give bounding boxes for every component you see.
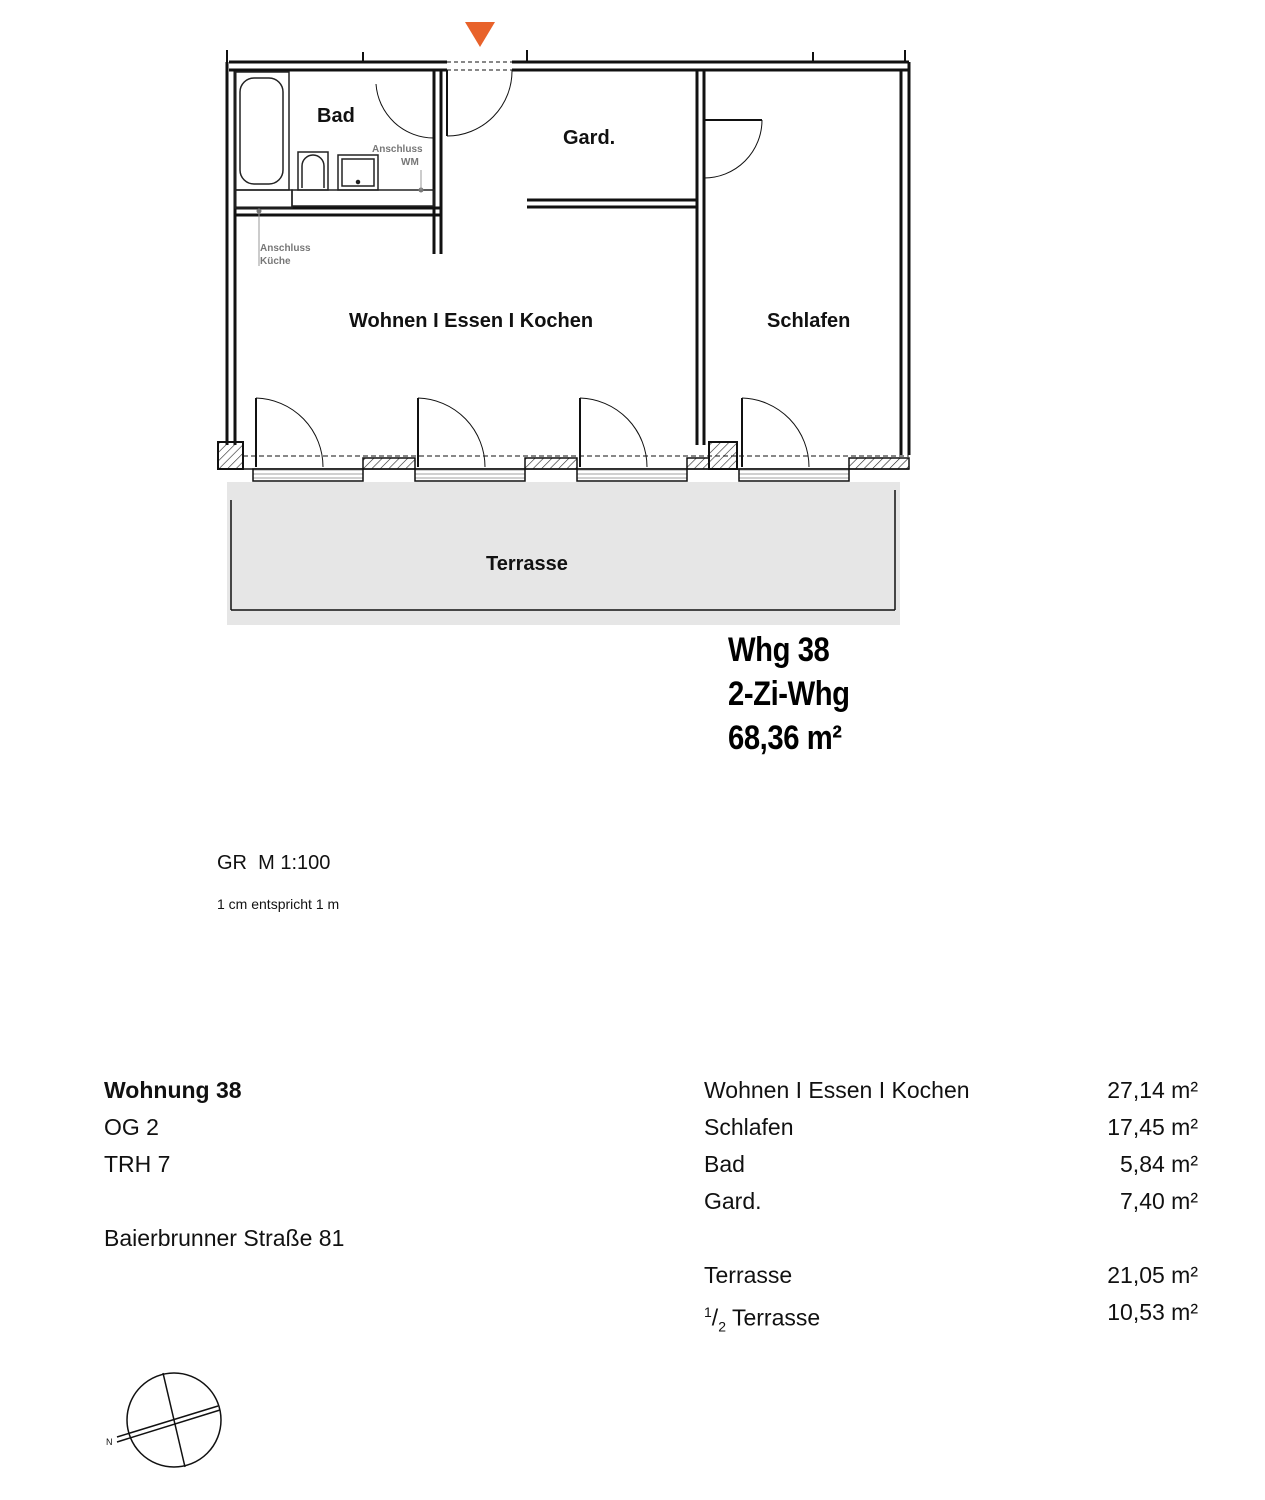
half-terrace-area-row <box>704 1294 1198 1335</box>
fraction-numerator: 1 <box>704 1304 712 1320</box>
terrace-label: Terrasse <box>704 1262 793 1288</box>
fraction-denominator: 2 <box>718 1318 726 1335</box>
area-room: Gard. <box>704 1188 762 1214</box>
unit-info <box>104 1072 344 1257</box>
area-value: 7,40 m² <box>1120 1188 1198 1214</box>
bath-counter <box>235 190 434 208</box>
room-label-gard: Gard. <box>563 127 616 149</box>
toilet-icon <box>298 152 328 190</box>
apartment-number: Whg 38 <box>728 631 830 669</box>
unit-name: Wohnung 38 <box>104 1077 242 1103</box>
room-label-wohnen: Wohnen I Essen I Kochen <box>349 310 594 332</box>
area-room: Bad <box>704 1151 745 1177</box>
unit-floor: OG 2 <box>104 1114 159 1140</box>
scale-subtitle: 1 cm entspricht 1 m <box>217 896 340 912</box>
note-anschluss-wm-1: Anschluss <box>372 144 423 155</box>
kitchen-connection-icon <box>257 209 262 214</box>
compass-icon <box>117 1373 221 1467</box>
terrace-value: 21,05 m² <box>1107 1262 1198 1288</box>
sink-icon <box>338 155 378 190</box>
area-value: 27,14 m² <box>1107 1077 1198 1103</box>
unit-address: Baierbrunner Straße 81 <box>104 1225 345 1251</box>
area-room: Schlafen <box>704 1114 794 1140</box>
entrance-marker-icon <box>465 22 495 47</box>
note-anschluss-kueche-1: Anschluss <box>260 243 311 254</box>
half-terrace-value: 10,53 m² <box>1107 1299 1198 1325</box>
room-label-bad: Bad <box>317 105 355 127</box>
bedroom-door <box>697 120 762 180</box>
area-row <box>704 1146 1198 1183</box>
half-terrace-text: Terrasse <box>725 1304 821 1331</box>
room-label-schlafen: Schlafen <box>767 310 851 332</box>
area-table <box>704 1072 1198 1335</box>
note-anschluss-wm-2: WM <box>401 157 419 168</box>
scale-title: GR M 1:100 <box>217 852 331 874</box>
terrace-area-row <box>704 1257 1198 1294</box>
area-room: Wohnen I Essen I Kochen <box>704 1077 970 1103</box>
area-value: 17,45 m² <box>1107 1114 1198 1140</box>
half-terrace-label: $^1/_2$ Terrasse <box>704 1304 821 1335</box>
area-value: 5,84 m² <box>1120 1151 1198 1177</box>
area-row <box>704 1072 1198 1109</box>
bathtub-icon <box>235 72 289 190</box>
area-row <box>704 1109 1198 1146</box>
apartment-tag <box>712 628 862 773</box>
apartment-size: 68,36 m² <box>728 719 842 757</box>
room-label-terrasse: Terrasse <box>486 553 568 575</box>
compass-north-label: N <box>106 1437 113 1447</box>
note-anschluss-kueche-2: Küche <box>260 256 291 267</box>
unit-building: TRH 7 <box>104 1151 171 1177</box>
facade <box>218 442 909 481</box>
entrance-door <box>376 62 512 138</box>
apartment-type: 2-Zi-Whg <box>728 675 850 713</box>
area-row <box>704 1183 1198 1220</box>
